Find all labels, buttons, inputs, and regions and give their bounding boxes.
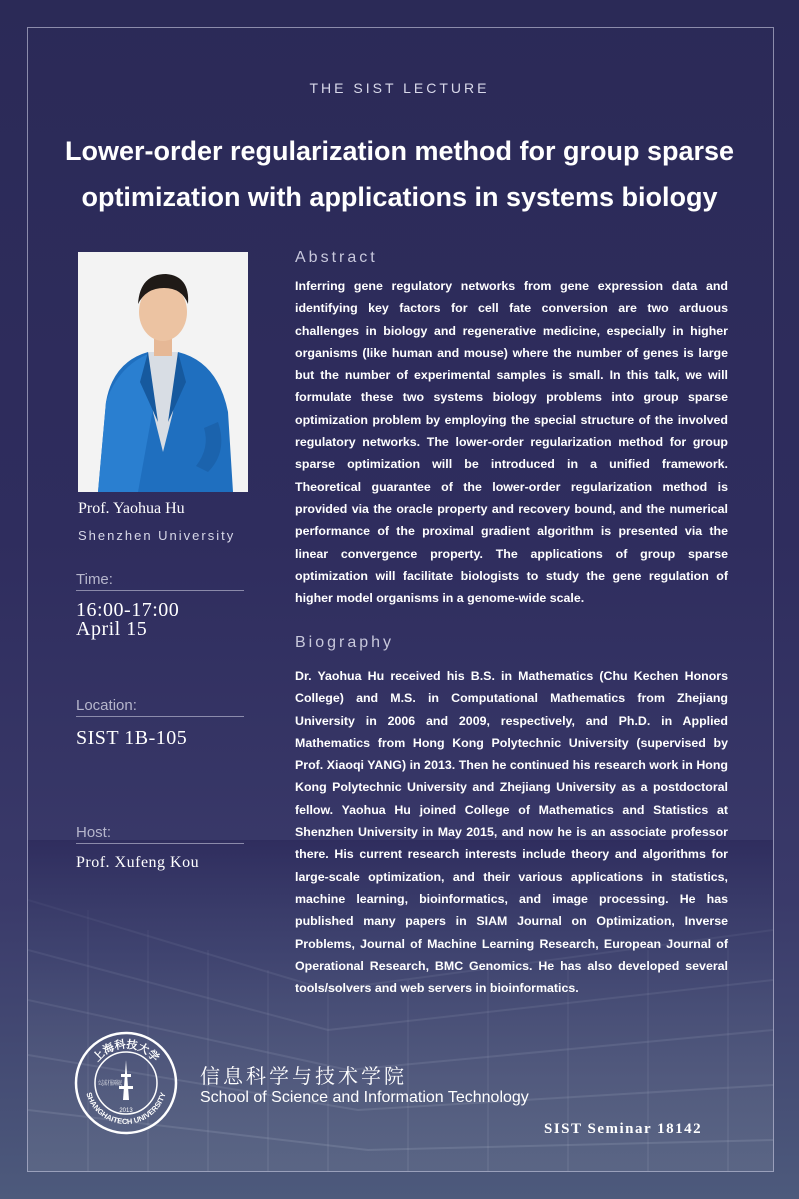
speaker-photo <box>78 252 248 492</box>
location-label: Location: <box>76 697 244 717</box>
title-line-2: optimization with applications in systems biology <box>81 182 718 212</box>
date-value: April 15 <box>76 618 148 640</box>
lecture-title <box>40 128 759 220</box>
school-name-en: School of Science and Information Technology <box>200 1089 529 1106</box>
seminar-number: SIST Seminar 18142 <box>544 1121 703 1137</box>
lecture-kicker: THE SIST LECTURE <box>309 80 490 96</box>
host-label: Host: <box>76 824 244 844</box>
speaker-name: Prof. Yaohua Hu <box>78 500 185 517</box>
abstract-text: Inferring gene regulatory networks from gene expression data and identifying key factors for cell fate conversion are two arduous challenges in biology and regenerative medicine, especially in higher organisms (like human and mouse) where the number of genes is large but the number of experimental samples is small. In this talk, we will formulate these two systems biology problems into group sparse optimization problem by employing the special structure of the involved regulatory networks. The lower-order regularization method for group sparse optimization will be introduced in a unified framework. Theoretical guarantee of the lower-order regularization method is provided via the oracle property and recovery bound, and the numerical performance of the proximal gradient algorithm is presented via the linear convergence property. The applications of group sparse optimization will facilitate biologists to study the gene regulation of higher model organisms in a genome-wide scale. <box>295 279 728 606</box>
logo-text-top: 上海科技大学 <box>90 1037 162 1065</box>
host-value: Prof. Xufeng Kou <box>76 854 200 871</box>
abstract-heading: Abstract <box>295 249 378 266</box>
speaker-affiliation: Shenzhen University <box>78 528 236 543</box>
logo-motto: 立志成才报国裕民 <box>98 1080 147 1087</box>
location-value: SIST 1B-105 <box>76 727 188 749</box>
title-line-1: Lower-order regularization method for group sparse <box>64 136 735 166</box>
time-label: Time: <box>76 571 244 591</box>
shanghaitech-seal-icon <box>73 1030 179 1136</box>
logo-year: 2013 <box>119 1108 133 1114</box>
time-value: 16:00-17:00 <box>76 599 180 621</box>
biography-text: Dr. Yaohua Hu received his B.S. in Mathematics (Chu Kechen Honors College) and M.S. in Computational Mathematics from Zhejiang University in 2006 and 2009, respectively, and Ph.D. in Applied Mathematics from Hong Kong Polytechnic University (supervised by Prof. Xiaoqi YANG) in 2013. Then he continued his research work in Hong Kong Polytechnic University and Zhejiang University as a postdoctoral fellow. Yaohua Hu joined College of Mathematics and Statistics at Shenzhen University in May 2015, and now he is an associate professor there. His current research interests include theory and algorithms for large-scale optimization, and their various applications in statistics, machine learning, bioinformatics, and image processing. He has published many papers in SIAM Journal on Optimization, Inverse Problems, Journal of Machine Learning Research, European Journal of Operational Research, BMC Genomics. He has also developed several tools/solvers and web servers in bioinformatics. <box>295 669 728 996</box>
school-name-cn: 信息科学与技术学院 <box>200 1066 407 1088</box>
logo-text-bottom: SHANGHAITECH UNIVERSITY <box>84 1091 168 1127</box>
biography-heading: Biography <box>295 634 395 651</box>
